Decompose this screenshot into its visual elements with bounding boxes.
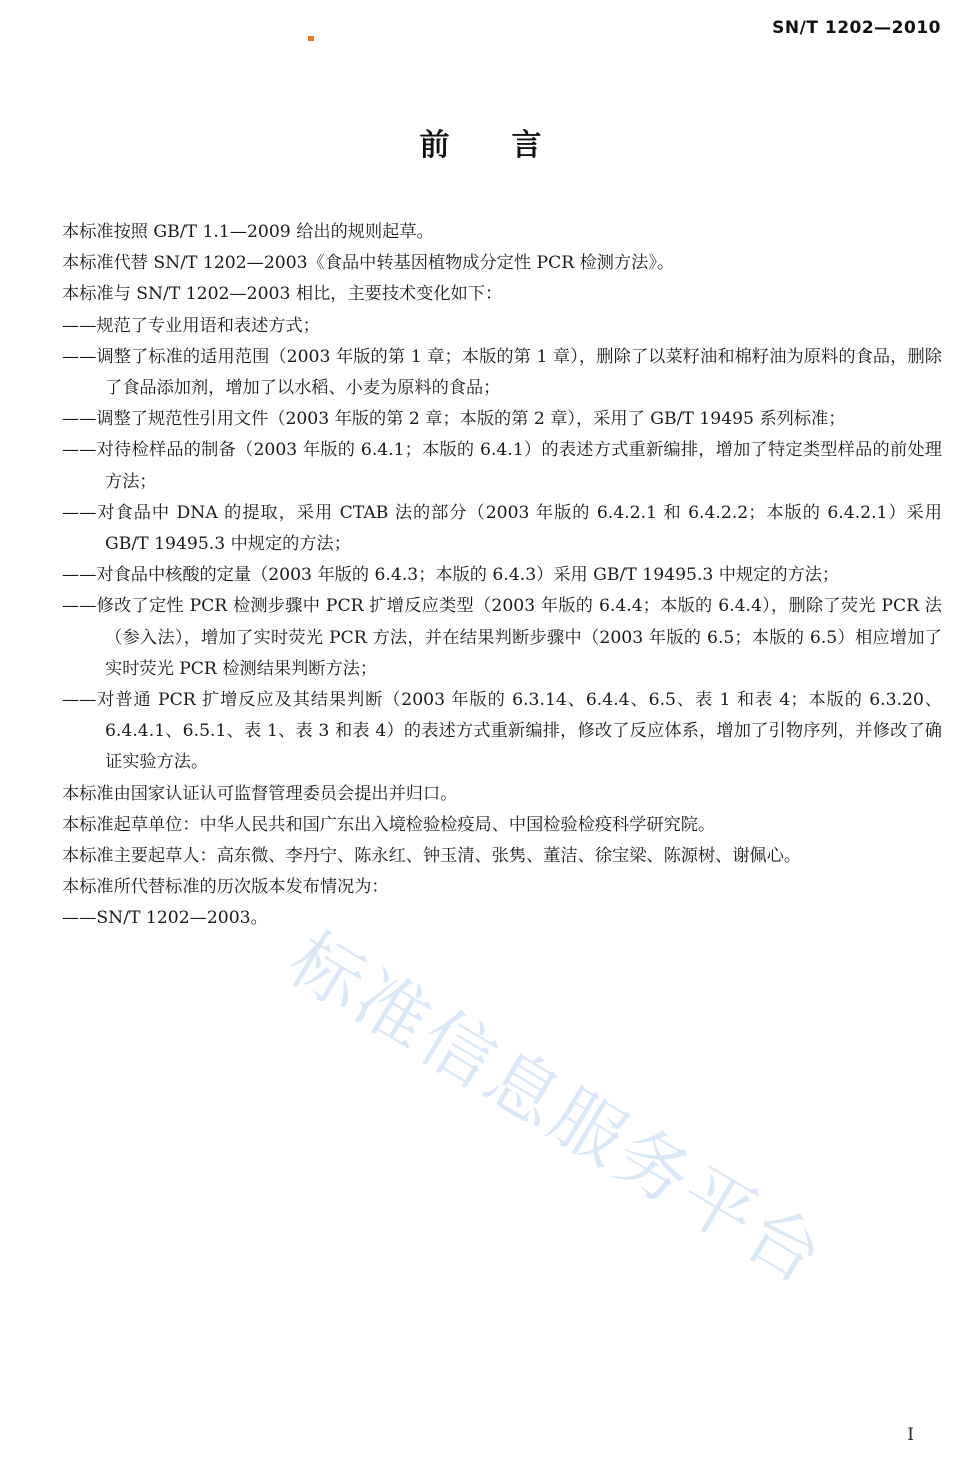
change-item: ——对普通 PCR 扩增反应及其结果判断（2003 年版的 6.3.14、6.4.4、6.5、表 1 和表 4；本版的 6.3.20、6.4.4.1、6.5.1、表 1、表 3 和表 4）的表述方式重新编排，修改了反应体系，增加了引物序列，并修改了确证实验方法。 bbox=[62, 690, 942, 773]
change-item: ——对待检样品的制备（2003 年版的 6.4.1；本版的 6.4.1）的表述方式重新编排，增加了特定类型样品的前处理方法； bbox=[62, 440, 942, 492]
standard-code: SN/T 1202—2010 bbox=[772, 18, 941, 38]
change-item: ——调整了规范性引用文件（2003 年版的第 2 章；本版的第 2 章），采用了 GB/T 19495 系列标准； bbox=[62, 409, 846, 430]
paragraph-replaces: 本标准代替 SN/T 1202—2003《食品中转基因植物成分定性 PCR 检测方法》。 bbox=[62, 253, 675, 274]
orange-marker bbox=[308, 36, 314, 41]
change-item: ——调整了标准的适用范围（2003 年版的第 1 章；本版的第 1 章），删除了以菜籽油和棉籽油为原料的食品，删除了食品添加剂，增加了以水稻、小麦为原料的食品； bbox=[62, 346, 942, 399]
paragraph-drafting-rules: 本标准按照 GB/T 1.1—2009 给出的规则起草。 bbox=[62, 222, 434, 242]
page-number: I bbox=[907, 1425, 914, 1445]
change-item: ——修改了定性 PCR 检测步骤中 PCR 扩增反应类型（2003 年版的 6.4.4；本版的 6.4.4），删除了荧光 PCR 法（参入法），增加了实时荧光 PCR 方法，并在结果判断步骤中（2003 年版的 6.5；本版的 6.5）相应增加了实时荧光 PCR 检测结果判断方法； bbox=[62, 596, 942, 679]
history-item: ——SN/T 1202—2003。 bbox=[62, 908, 268, 929]
change-item: ——对食品中核酸的定量（2003 年版的 6.4.3；本版的 6.4.3）采用 GB/T 19495.3 中规定的方法； bbox=[62, 565, 840, 586]
paragraph-changes-intro: 本标准与 SN/T 1202—2003 相比，主要技术变化如下： bbox=[62, 284, 503, 305]
paragraph-history-intro: 本标准所代替标准的历次版本发布情况为： bbox=[62, 877, 389, 898]
watermark: 标准信息服务平台 bbox=[275, 916, 840, 1302]
paragraph-drafting-units: 本标准起草单位：中华人民共和国广东出入境检验检疫局、中国检验检疫科学研究院。 bbox=[62, 814, 716, 835]
page-title: 前言 bbox=[419, 128, 604, 163]
foreword-body bbox=[62, 217, 942, 935]
paragraph-drafters: 本标准主要起草人：高东微、李丹宁、陈永红、钟玉清、张隽、董洁、徐宝梁、陈源树、谢佩心。 bbox=[62, 846, 802, 867]
paragraph-proposer: 本标准由国家认证认可监督管理委员会提出并归口。 bbox=[62, 783, 458, 804]
change-item: ——规范了专业用语和表述方式； bbox=[62, 315, 320, 336]
change-item: ——对食品中 DNA 的提取，采用 CTAB 法的部分（2003 年版的 6.4.2.1 和 6.4.2.2；本版的 6.4.2.1）采用 GB/T 19495.3 中规定的方法； bbox=[62, 502, 942, 555]
